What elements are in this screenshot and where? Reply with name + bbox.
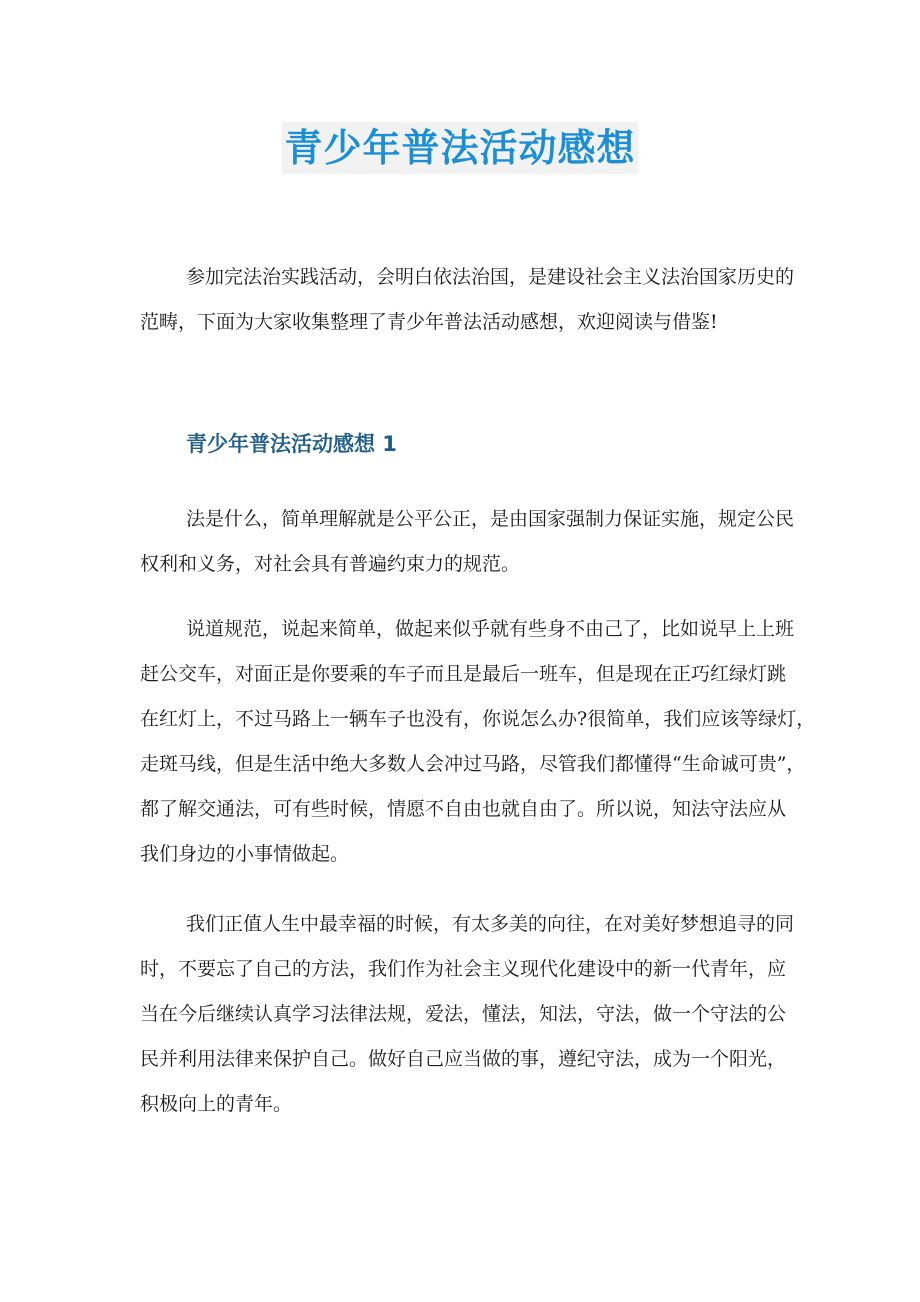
- text-line: 都了解交通法，可有些时候，情愿不自由也就自由了。所以说，知法守法应从: [140, 798, 787, 820]
- text-line: 范畴，下面为大家收集整理了青少年普法活动感想，欢迎阅读与借鉴!: [140, 311, 718, 333]
- section-heading: 青少年普法活动感想 1: [186, 432, 397, 456]
- text-line: 参加完法治实践活动，会明白依法治国，是建设社会主义法治国家历史的: [186, 266, 795, 288]
- text-line: 我们身边的小事情做起。: [140, 843, 350, 865]
- body-paragraph: [140, 607, 816, 877]
- text-line: 赶公交车，对面正是你要乘的车子而且是最后一班车，但是现在正巧红绿灯跳: [140, 663, 787, 685]
- body-paragraph: [140, 497, 795, 587]
- text-line: 积极向上的青年。: [140, 1093, 293, 1115]
- text-line: 民并利用法律来保护自己。做好自己应当做的事，遵纪守法，成为一个阳光，: [140, 1048, 787, 1070]
- body-paragraph: [140, 902, 795, 1127]
- document-title: [0, 122, 920, 174]
- text-line: 当在今后继续认真学习法律法规，爱法，懂法，知法，守法，做一个守法的公: [140, 1003, 787, 1025]
- text-line: 在红灯上，不过马路上一辆车子也没有，你说怎么办?很简单，我们应该等绿灯，: [140, 708, 816, 730]
- text-line: 权利和义务，对社会具有普遍约束力的规范。: [140, 553, 521, 575]
- document-title-text: 青少年普法活动感想: [282, 122, 637, 174]
- text-line: 时，不要忘了自己的方法，我们作为社会主义现代化建设中的新一代青年，应: [140, 958, 787, 980]
- intro-paragraph: [140, 255, 795, 345]
- text-line: 走斑马线，但是生活中绝大多数人会冲过马路，尽管我们都懂得“生命诚可贵”，: [140, 753, 806, 775]
- text-line: 说道规范，说起来简单，做起来似乎就有些身不由己了，比如说早上上班: [186, 618, 795, 640]
- text-line: 法是什么，简单理解就是公平公正，是由国家强制力保证实施，规定公民: [186, 508, 795, 530]
- text-line: 我们正值人生中最幸福的时候，有太多美的向往，在对美好梦想追寻的同: [186, 913, 795, 935]
